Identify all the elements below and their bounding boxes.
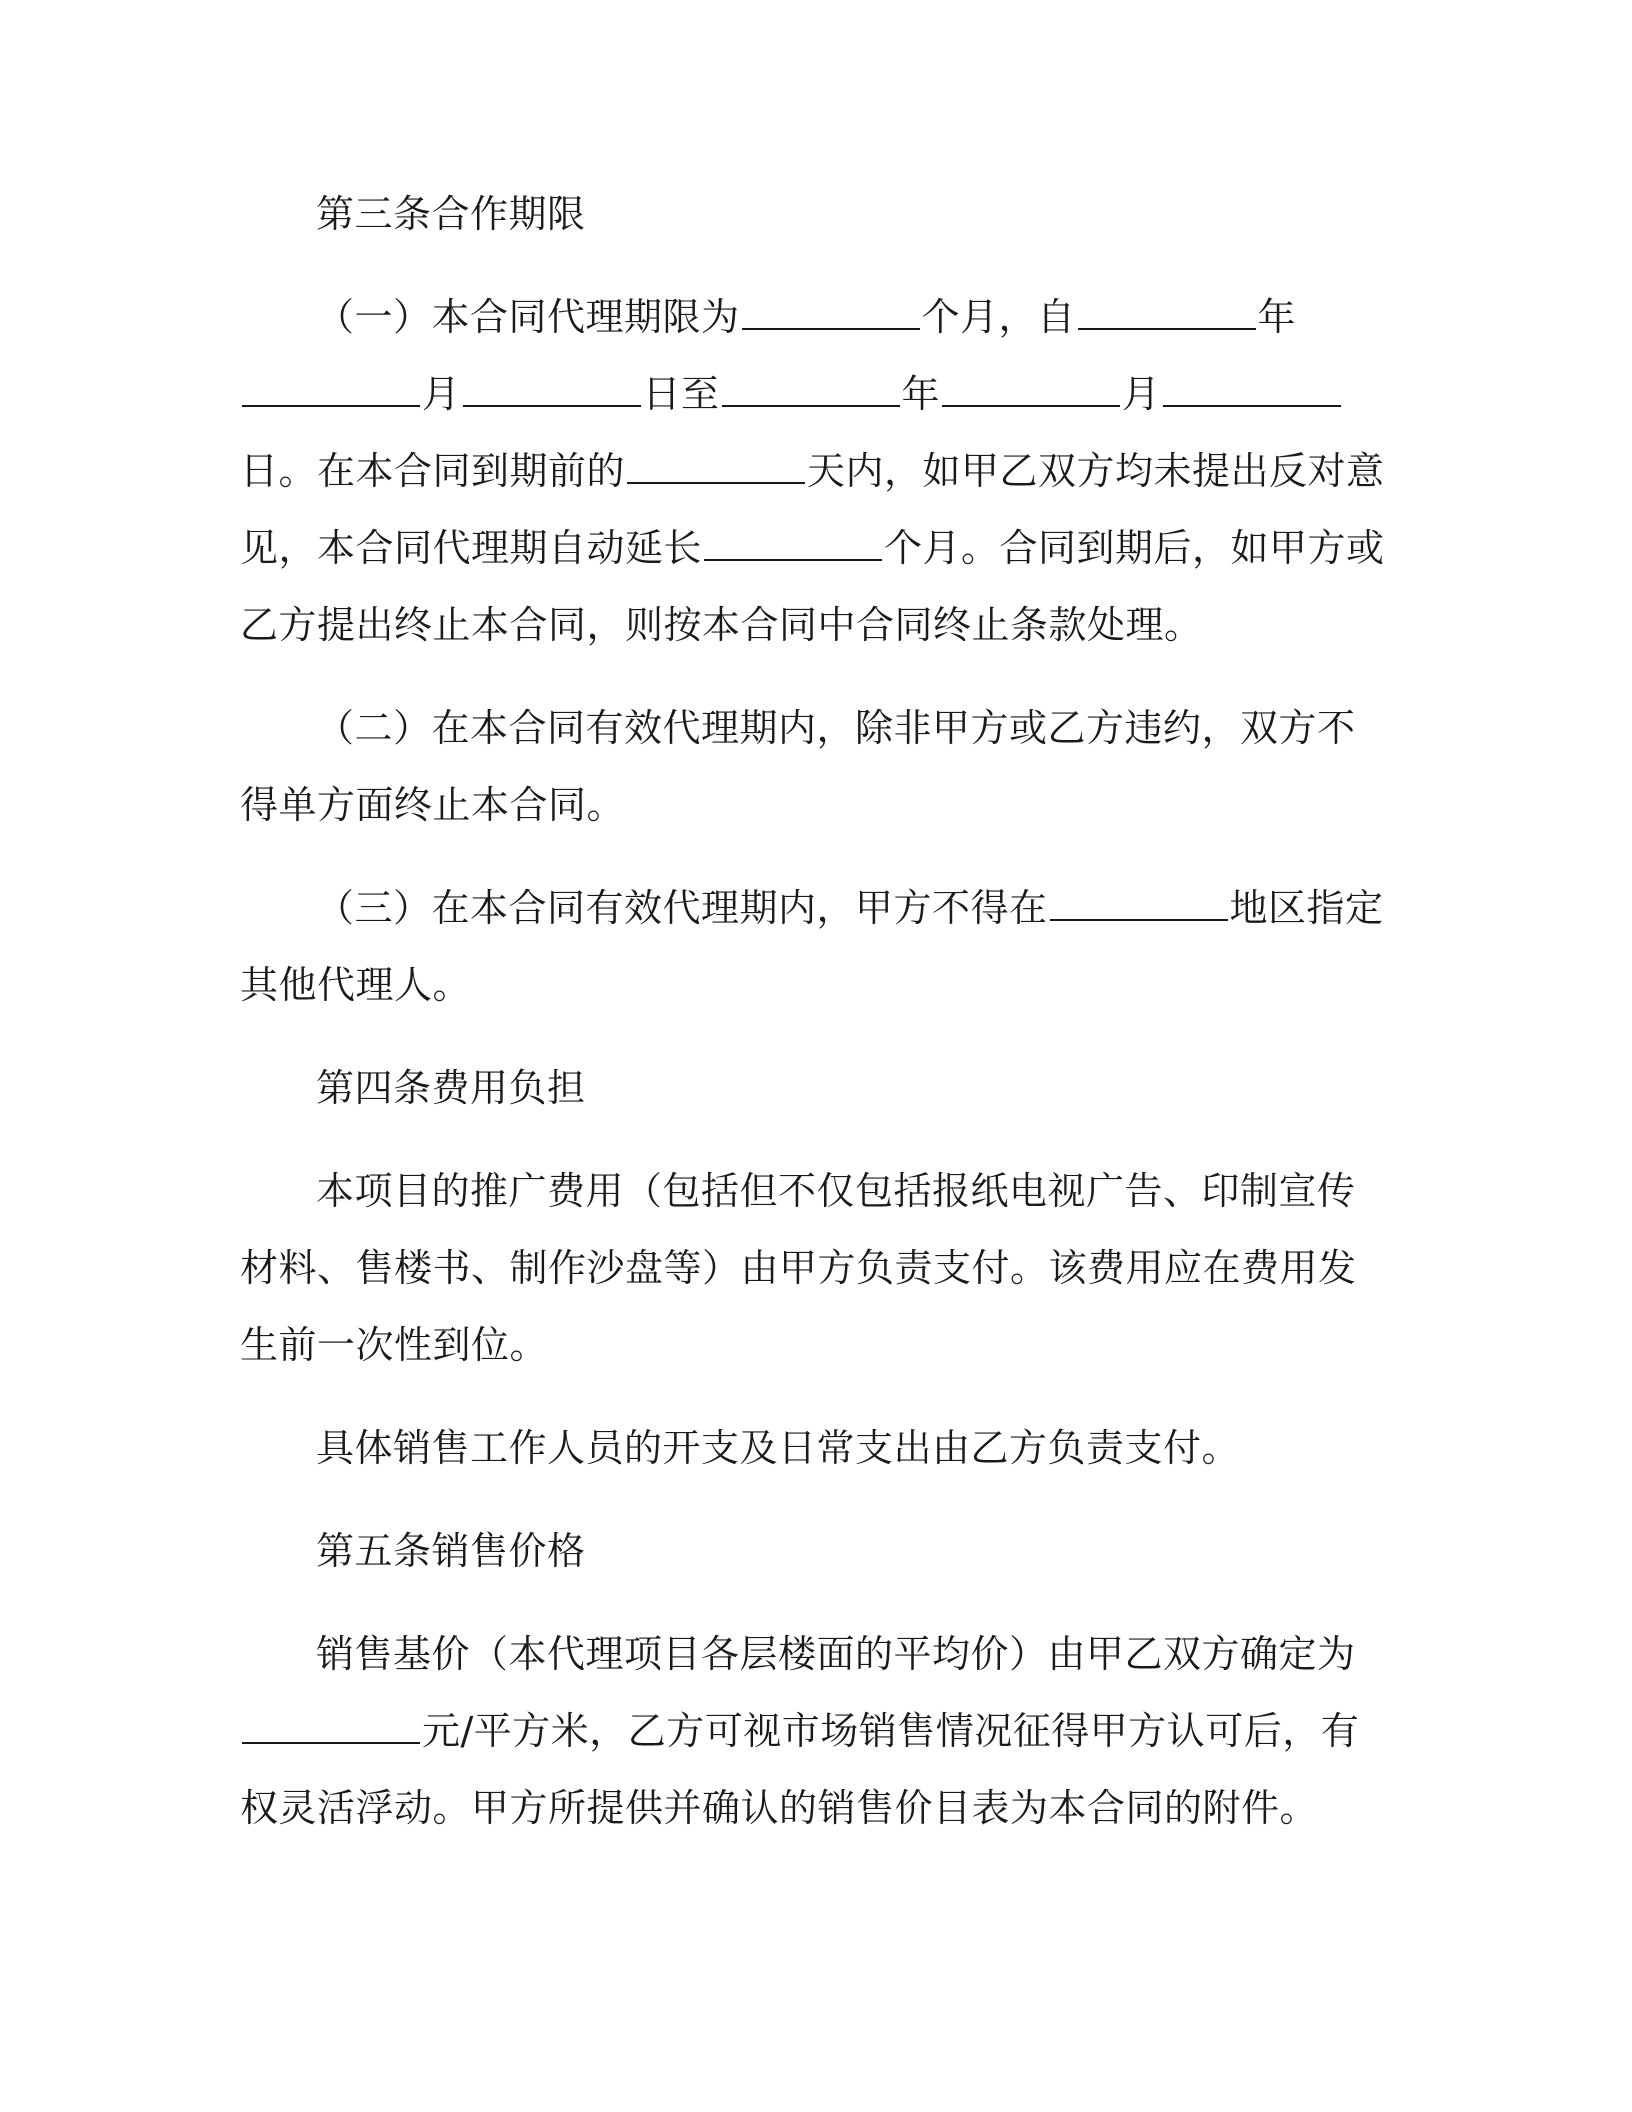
blank-start-month: [242, 375, 420, 407]
article-4-heading: 第四条费用负担: [316, 1066, 586, 1110]
blank-region: [1050, 889, 1228, 921]
article-3-heading: 第三条合作期限: [316, 192, 586, 236]
article-5-paragraph-1: 销售基价（本代理项目各层楼面的平均价）由甲乙双方确定为元/平方米，乙方可视市场销售情况征得甲方认可后，有权灵活浮动。甲方所提供并确认的销售价目表为本合同的附件。: [240, 1632, 1360, 1830]
blank-end-year: [722, 375, 900, 407]
article-4-paragraph-2: 具体销售工作人员的开支及日常支出由乙方负责支付。: [316, 1426, 1241, 1470]
article-3-clause-2: （二）在本合同有效代理期内，除非甲方或乙方违约，双方不得单方面终止本合同。: [240, 706, 1356, 827]
article-5-heading: 第五条销售价格: [316, 1529, 586, 1573]
blank-months: [742, 298, 920, 330]
article-3-clause-1: （一）本合同代理期限为 个月，自 年月 日至 年 月日。在本合同到期前的 天内，如甲乙双方均未提出反对意见，本合同代理期自动延长 个月。合同到期后，如甲方或乙方提出终止本合同，则按本合同中合同终止条款处理。: [240, 295, 1385, 647]
article-3-clause-3: （三）在本合同有效代理期内，甲方不得在 地区指定其他代理人。: [240, 886, 1384, 1007]
contract-body: [240, 176, 1390, 1847]
blank-notice-days: [627, 452, 805, 484]
blank-end-month: [942, 375, 1120, 407]
blank-start-day: [463, 375, 641, 407]
blank-end-day: [1163, 375, 1341, 407]
blank-start-year: [1078, 298, 1256, 330]
blank-extension-months: [704, 529, 882, 561]
article-4-paragraph-1: 本项目的推广费用（包括但不仅包括报纸电视广告、印制宣传材料、售楼书、制作沙盘等）由甲方负责支付。该费用应在费用发生前一次性到位。: [240, 1169, 1357, 1367]
blank-base-price: [242, 1712, 420, 1744]
